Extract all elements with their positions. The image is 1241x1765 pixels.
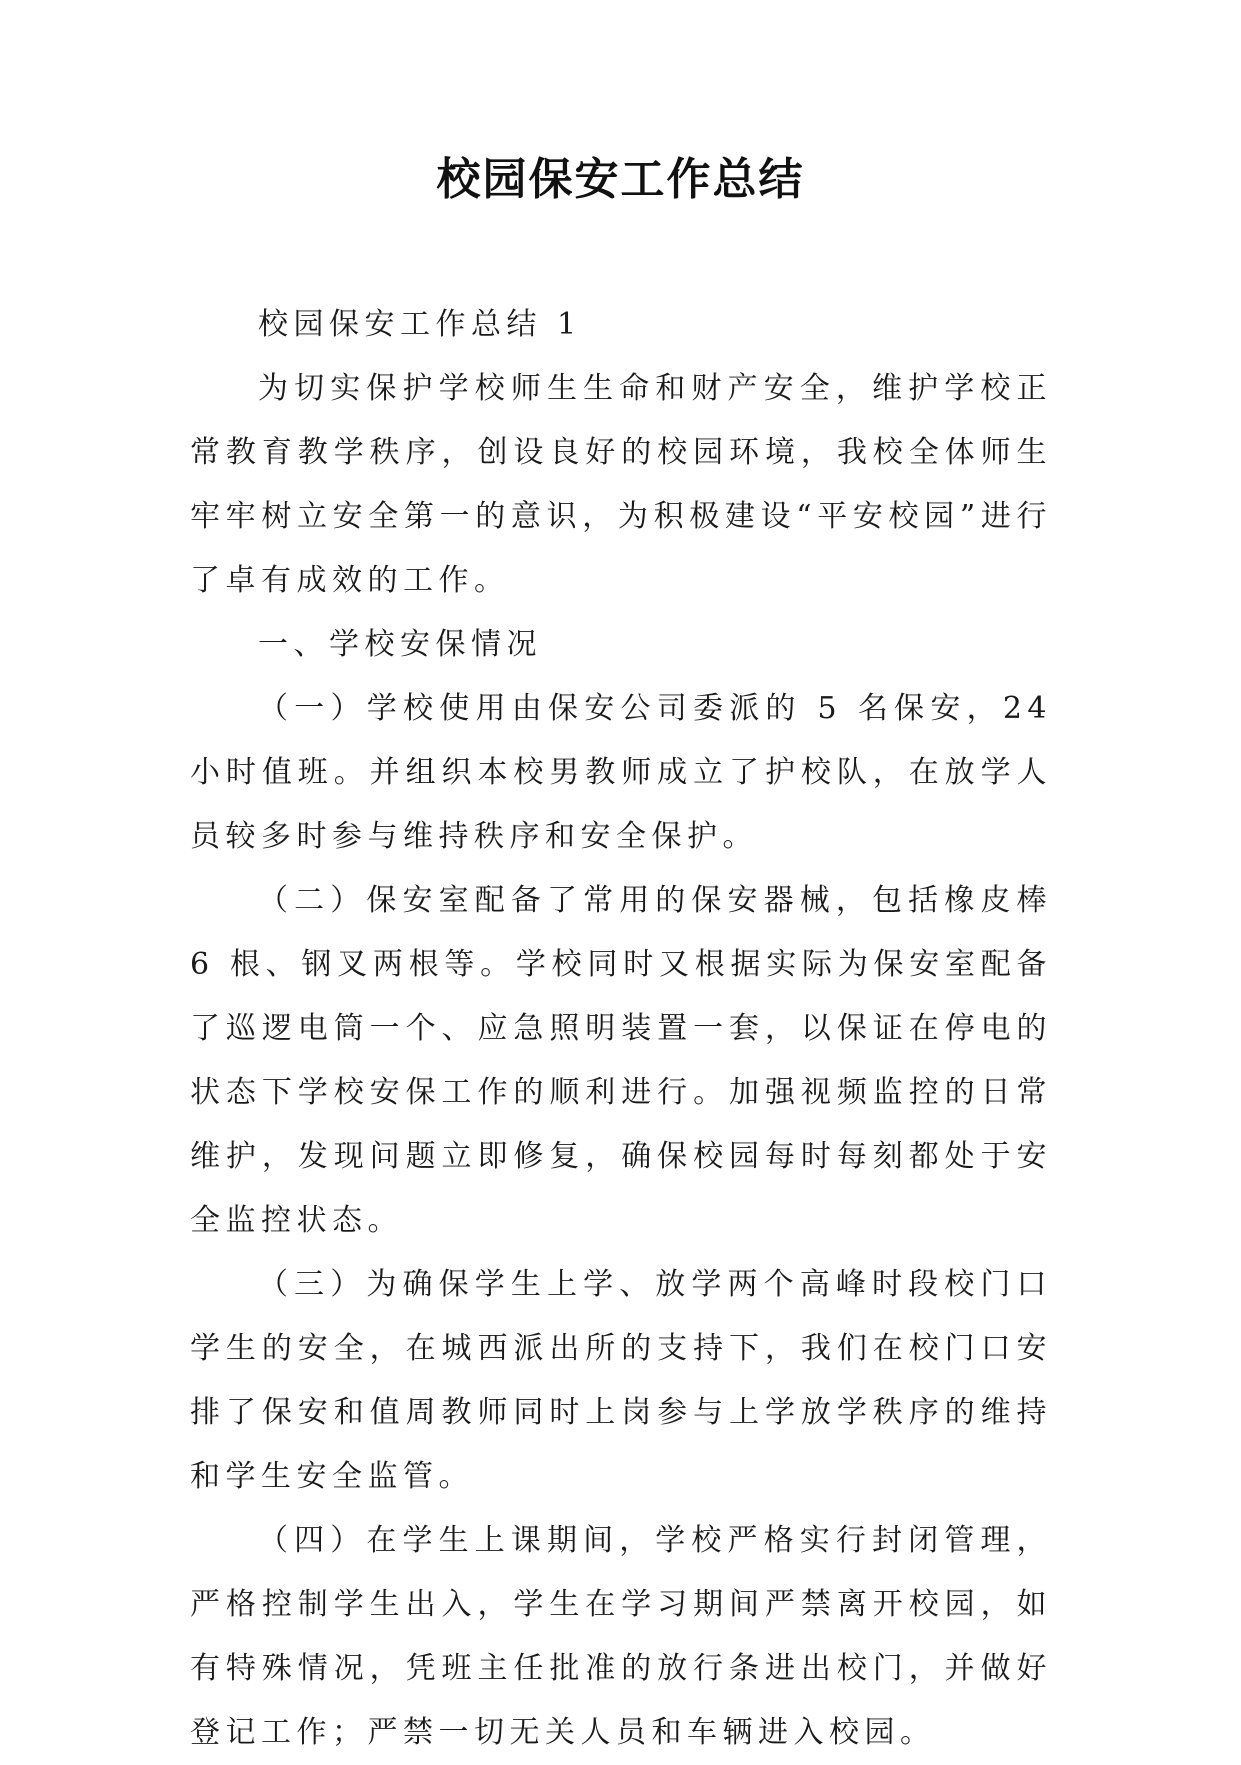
- section-heading-security: 一、学校安保情况: [258, 627, 542, 662]
- document-title: 校园保安工作总结: [436, 154, 805, 205]
- paragraph-item-2: （二）保安室配备了常用的保安器械，包括橡皮棒 6 根、钢叉两根等。学校同时又根据实际为保安室配备了巡逻电筒一个、应急照明装置一套，以保证在停电的状态下学校安保工作的顺利进行。加强视频监控的日常维护，发现问题立即修复，确保校园每时每刻都处于安全监控状态。: [190, 883, 1052, 1238]
- paragraph-item-1: （一）学校使用由保安公司委派的 5 名保安，24 小时值班。并组织本校男教师成立了护校队，在放学人员较多时参与维持秩序和安全保护。: [190, 691, 1052, 854]
- paragraph-item-4: （四）在学生上课期间，学校严格实行封闭管理，严格控制学生出入，学生在学习期间严禁离开校园，如有特殊情况，凭班主任批准的放行条进出校门，并做好登记工作；严禁一切无关人员和车辆进入校园。: [190, 1523, 1052, 1750]
- intro-paragraph: 为切实保护学校师生生命和财产安全，维护学校正常教育教学秩序，创设良好的校园环境，我校全体师生牢牢树立安全第一的意识，为积极建设“平安校园”进行了卓有成效的工作。: [190, 371, 1052, 598]
- section-heading-1: 校园保安工作总结 1: [258, 307, 582, 342]
- paragraph-item-3: （三）为确保学生上学、放学两个高峰时段校门口学生的安全，在城西派出所的支持下，我们在校门口安排了保安和值周教师同时上岗参与上学放学秩序的维持和学生安全监管。: [190, 1267, 1052, 1494]
- document-body: [190, 293, 1052, 1765]
